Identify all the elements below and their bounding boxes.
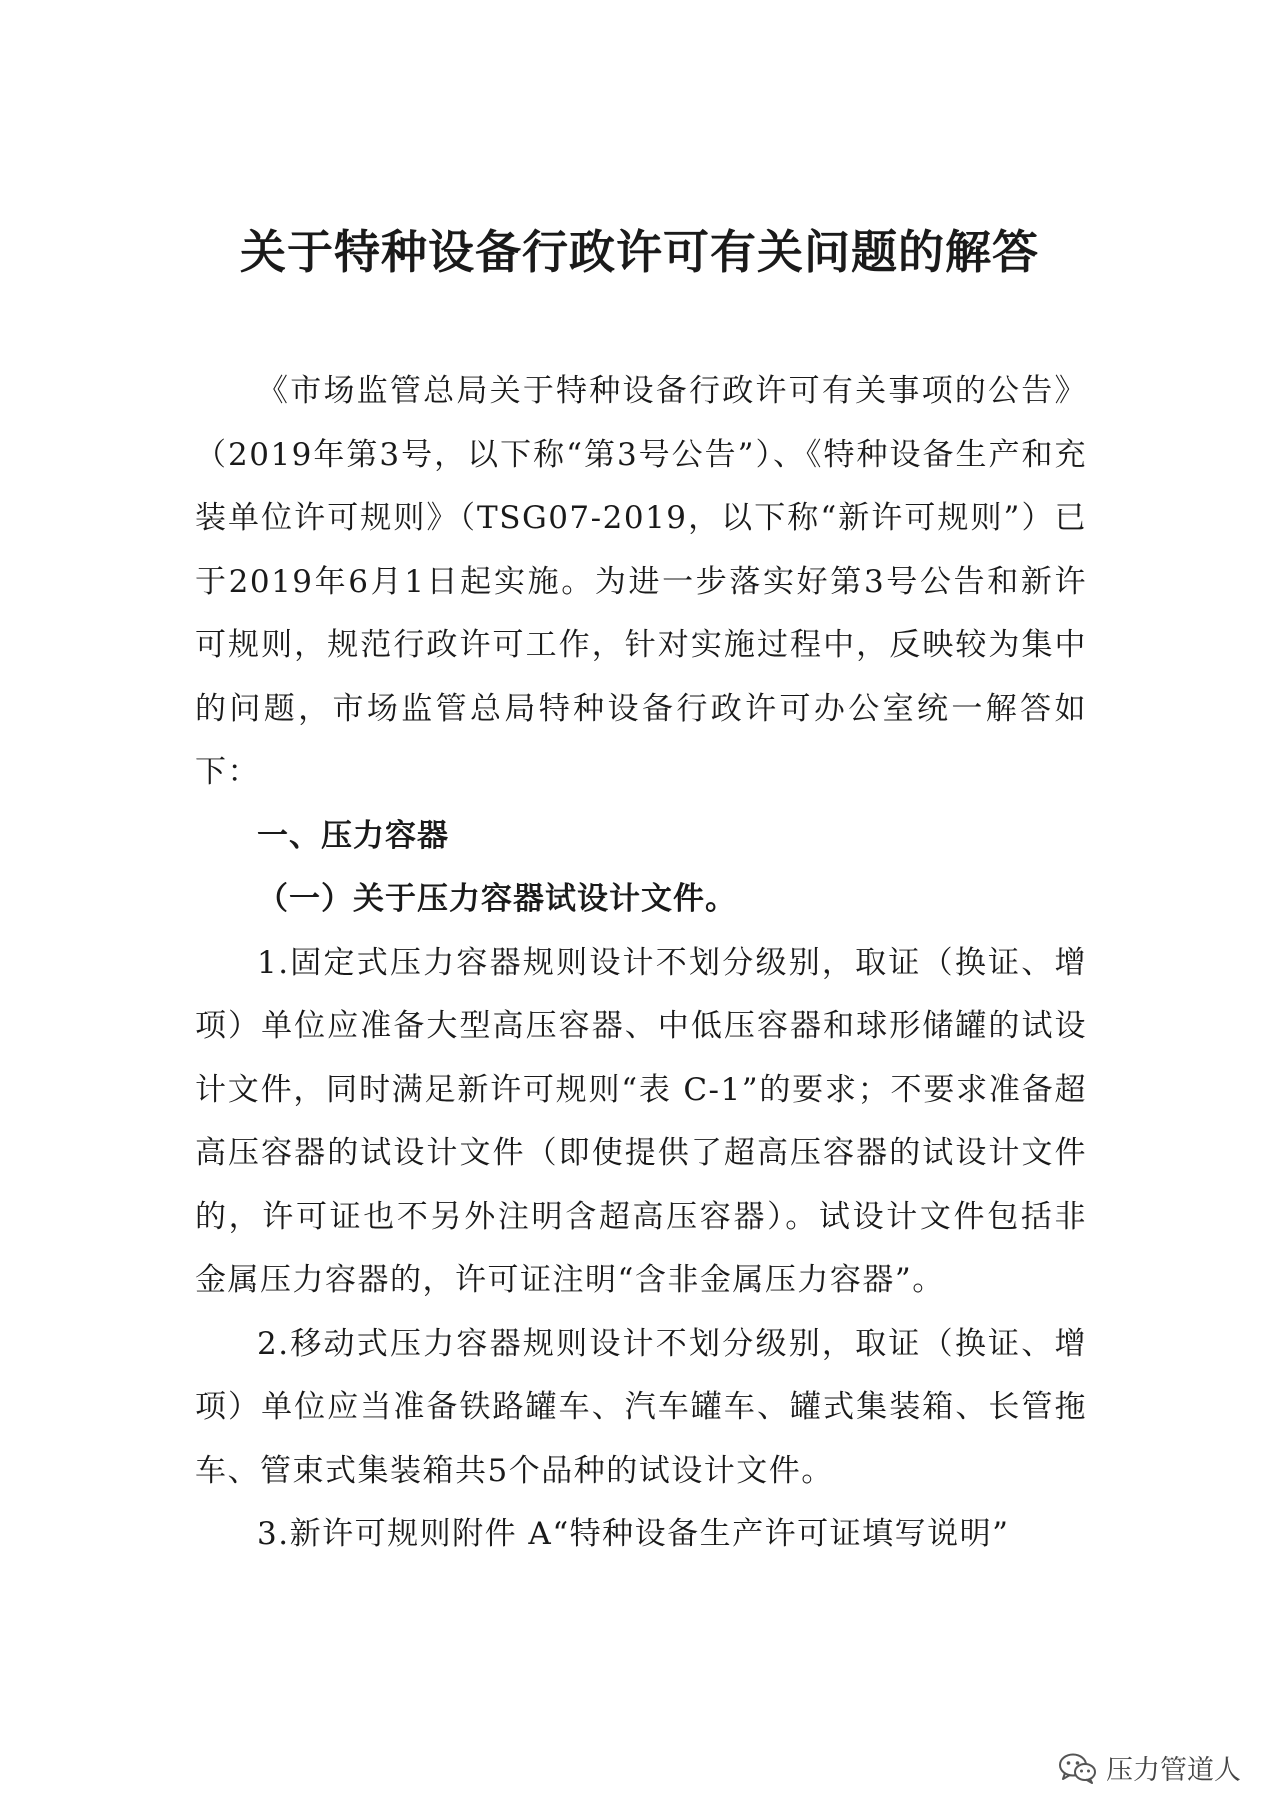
intro-paragraph: 《市场监管总局关于特种设备行政许可有关事项的公告》（2019年第3号，以下称“第3号公告”）、《特种设备生产和充装单位许可规则》（TSG07-2019，以下称“新许可规则”）已于2019年6月1日起实施。为进一步落实好第3号公告和新许可规则，规范行政许可工作，针对实施过程中，反映较为集中的问题，市场监管总局特种设备行政许可办公室统一解答如下： [195, 373, 1087, 790]
subsection-heading: （一）关于压力容器试设计文件。 [257, 881, 737, 917]
document-body [195, 360, 1087, 1567]
item-paragraph-1: 1.固定式压力容器规则设计不划分级别，取证（换证、增项）单位应准备大型高压容器、中低压容器和球形储罐的试设计文件，同时满足新许可规则“表 C-1”的要求；不要求准备超高压容器的试设计文件（即使提供了超高压容器的试设计文件的，许可证也不另外注明含超高压容器）。试设计文件包括非金属压力容器的，许可证注明“含非金属压力容器”。 [195, 944, 1087, 1298]
item-paragraph-3: 3.新许可规则附件 A“特种设备生产许可证填写说明” [257, 1516, 1010, 1552]
document-title: 关于特种设备行政许可有关问题的解答 [240, 225, 1039, 279]
watermark [1058, 1748, 1241, 1787]
watermark-text: 压力管道人 [1106, 1755, 1241, 1786]
item-paragraph-2: 2.移动式压力容器规则设计不划分级别，取证（换证、增项）单位应当准备铁路罐车、汽车罐车、罐式集装箱、长管拖车、管束式集装箱共5个品种的试设计文件。 [195, 1325, 1087, 1489]
section-heading: 一、压力容器 [257, 817, 449, 854]
wechat-icon [1058, 1752, 1098, 1784]
